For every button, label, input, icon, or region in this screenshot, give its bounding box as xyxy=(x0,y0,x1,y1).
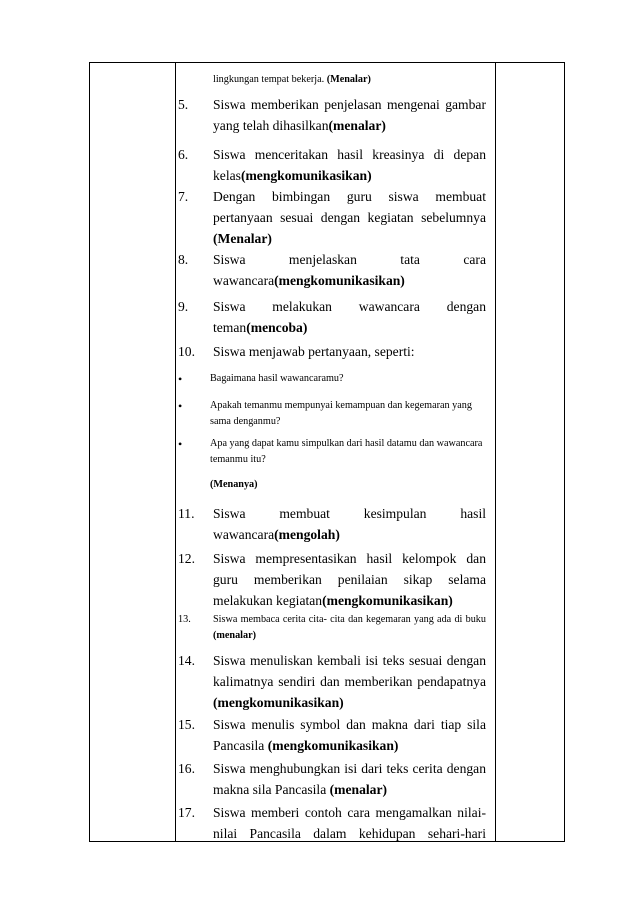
table-divider-2 xyxy=(495,62,496,842)
table-border-left xyxy=(89,62,90,842)
bullet-dot-icon: • xyxy=(178,399,183,413)
bullet-dot-icon: • xyxy=(178,437,183,451)
table-border-right xyxy=(564,62,565,842)
bullet-dot-icon: • xyxy=(178,372,183,386)
table-border-top xyxy=(89,62,565,63)
table-divider-1 xyxy=(175,62,176,842)
